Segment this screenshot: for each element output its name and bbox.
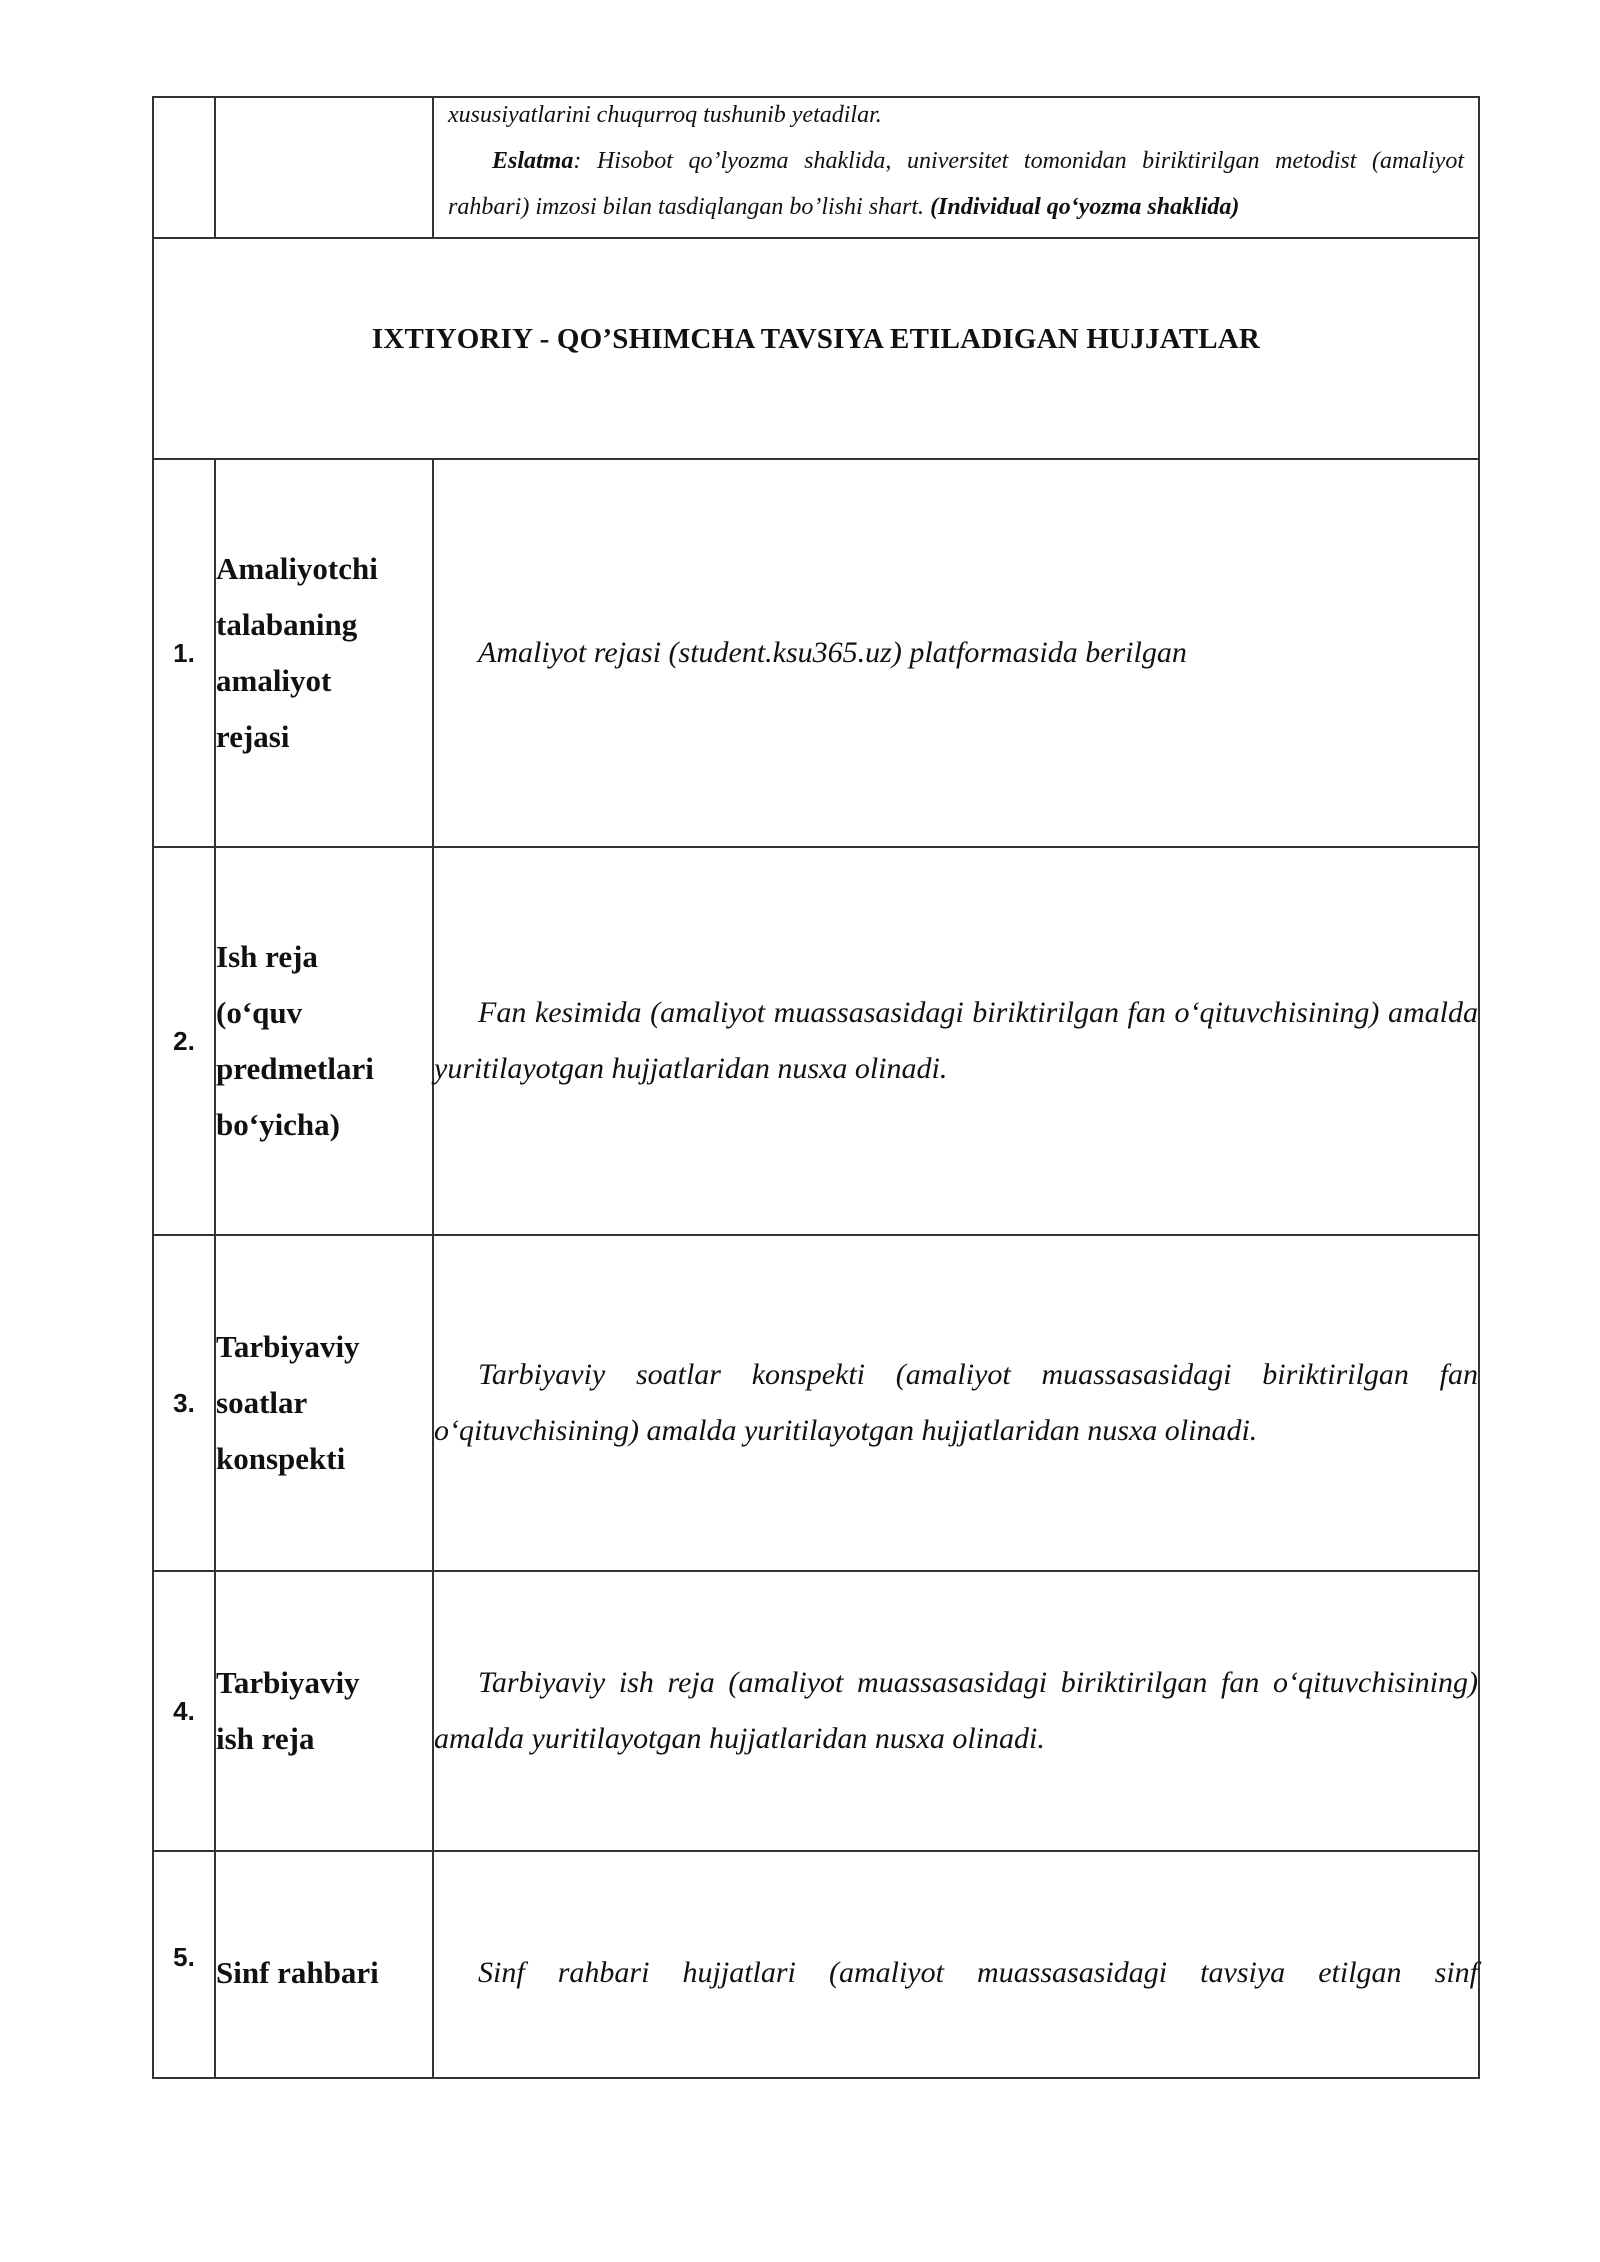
row-title xyxy=(215,1851,433,2078)
row-title-line: Tarbiyaviy xyxy=(216,1329,360,1364)
row-description-text: Amaliyot rejasi (student.ksu365.uz) platformasida berilgan xyxy=(478,636,1187,669)
continuation-text: xususiyatlarini chuqurroq tushunib yetadilar. xyxy=(448,102,882,128)
continuation-num-cell xyxy=(153,97,215,238)
row-description xyxy=(433,1571,1479,1851)
row-number: 2. xyxy=(153,847,215,1235)
row-title xyxy=(215,847,433,1235)
continuation-row xyxy=(153,97,1479,238)
table-row xyxy=(153,1235,1479,1571)
row-title-line: soatlar xyxy=(216,1385,308,1420)
row-title-line: Sinf rahbari xyxy=(216,1954,379,1990)
note-bold-text: (Individual qo‘yozma shaklida) xyxy=(930,194,1240,220)
row-title-line: Tarbiyaviy xyxy=(216,1665,360,1700)
row-description-text: Tarbiyaviy ish reja (amaliyot muassasasidagi biriktirilgan fan o‘qituvchisining) amalda yuritilayotgan hujjatlaridan nusxa olinadi. xyxy=(434,1666,1478,1755)
row-title-line: bo‘yicha) xyxy=(216,1107,340,1142)
note-paragraph xyxy=(448,138,1464,230)
row-description xyxy=(433,847,1479,1235)
note-text: : Hisobot qo’lyozma shaklida, universitet tomonidan biriktirilgan metodist (amaliyot rahbari) imzosi bilan tasdiqlangan bo’lishi shart. xyxy=(448,148,1464,220)
row-description xyxy=(433,1235,1479,1571)
continuation-title-cell xyxy=(215,97,433,238)
row-description-text: Tarbiyaviy soatlar konspekti (amaliyot muassasasidagi biriktirilgan fan o‘qituvchisining) amalda yuritilayotgan hujjatlaridan nusxa olinadi. xyxy=(434,1358,1478,1447)
table-row xyxy=(153,1851,1479,2078)
row-title-line: (o‘quv xyxy=(216,995,303,1030)
table-row xyxy=(153,847,1479,1235)
row-title-line: talabaning xyxy=(216,607,358,642)
note-label: Eslatma xyxy=(492,148,574,174)
row-title-line: Amaliyotchi xyxy=(216,551,378,586)
row-title xyxy=(215,459,433,847)
table-row xyxy=(153,1571,1479,1851)
row-number: 5. xyxy=(153,1851,215,2078)
row-description xyxy=(433,459,1479,847)
continuation-desc-cell xyxy=(433,97,1479,238)
section-heading-row xyxy=(153,238,1479,459)
row-title-line: Ish reja xyxy=(216,939,318,974)
row-title-line: amaliyot xyxy=(216,663,332,698)
documents-table xyxy=(152,96,1480,2079)
section-heading: IXTIYORIY - QO’SHIMCHA TAVSIYA ETILADIGAN HUJJATLAR xyxy=(153,238,1479,459)
row-title-line: predmetlari xyxy=(216,1051,374,1086)
row-title xyxy=(215,1571,433,1851)
table-row xyxy=(153,459,1479,847)
row-number: 1. xyxy=(153,459,215,847)
row-description-text: Sinf rahbari hujjatlari (amaliyot muassasasidagi tavsiya etilgan sinf xyxy=(478,1955,1478,1989)
row-description xyxy=(433,1851,1479,2078)
row-number: 4. xyxy=(153,1571,215,1851)
row-title-line: konspekti xyxy=(216,1441,346,1476)
row-number: 3. xyxy=(153,1235,215,1571)
row-title-line: ish reja xyxy=(216,1721,315,1756)
row-title xyxy=(215,1235,433,1571)
row-description-text: Fan kesimida (amaliyot muassasasidagi biriktirilgan fan o‘qituvchisining) amalda yuritilayotgan hujjatlaridan nusxa olinadi. xyxy=(434,996,1478,1085)
row-title-line: rejasi xyxy=(216,719,290,754)
